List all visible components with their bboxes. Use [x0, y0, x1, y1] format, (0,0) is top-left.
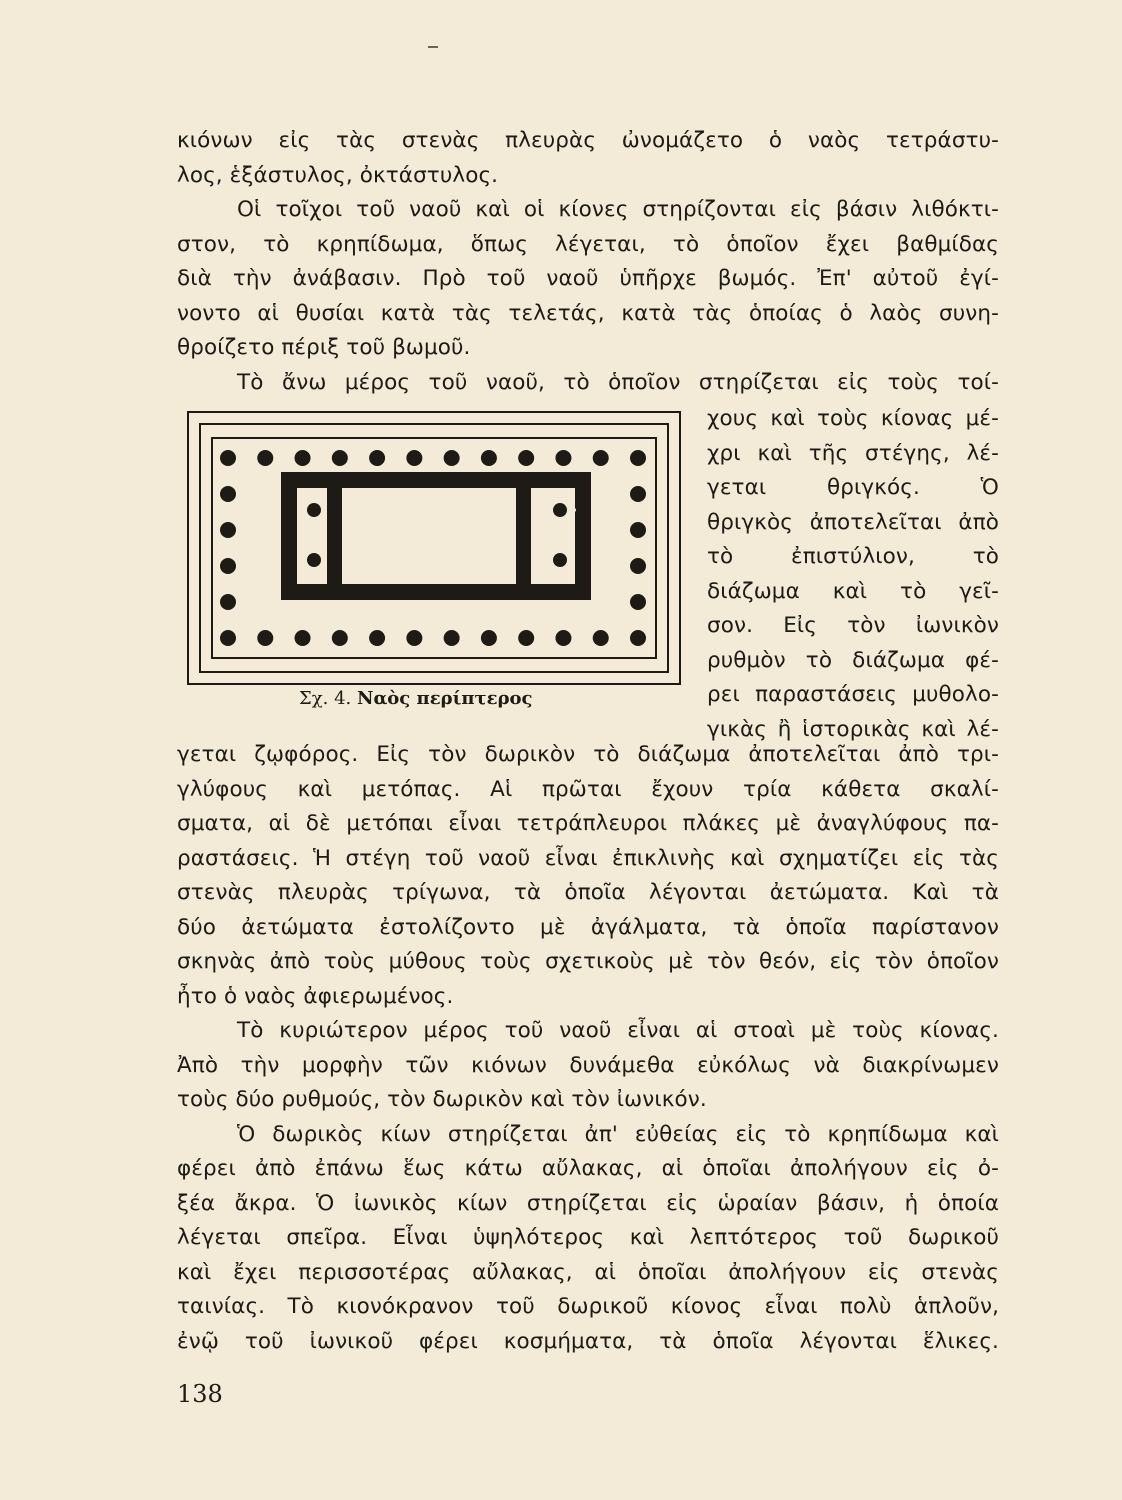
- peristyle-column: [220, 558, 236, 574]
- text-line: σματα, αἱ δὲ μετόπαι εἶναι τετράπλευροι πλάκες μὲ ἀναγλύφους πα-: [177, 811, 999, 836]
- text-line: νοντο αἱ θυσίαι κατὰ τὰς τελετάς, κατὰ τὰς ὁποίας ὁ λαὸς συνη-: [177, 300, 999, 326]
- opisthodomos-column: [553, 553, 567, 567]
- text-block-top: [177, 124, 999, 400]
- text-line: ἦτο ὁ ναὸς ἀφιερωμένος.: [177, 983, 454, 1009]
- cella-wall-inner: [516, 486, 531, 586]
- cella-wall-inner: [327, 486, 342, 586]
- peristyle-column: [630, 486, 646, 502]
- temple-plan-drawing: [186, 410, 682, 686]
- text-line: γικὰς ἢ ἱστορικὰς καὶ λέ-: [707, 716, 999, 742]
- text-line: ταινίας. Τὸ κιονόκρανον τοῦ δωρικοῦ κίονος εἶναι πολὺ ἁπλοῦν,: [177, 1294, 999, 1319]
- text-line: διάζωμα καὶ τὸ γεῖ-: [707, 578, 999, 604]
- text-line: φέρει ἀπὸ ἐπάνω ἕως κάτω αὔλακας, αἱ ὁποῖαι ἀπολήγουν εἰς ὀ-: [177, 1156, 999, 1181]
- text-line: ρει παραστάσεις μυθολο-: [707, 682, 999, 707]
- text-line: στενὰς πλευρὰς τρίγωνα, τὰ ὁποῖα λέγονται ἀετώματα. Καὶ τὰ: [177, 880, 999, 905]
- text-line: δύο ἀετώματα ἐστολίζοντο μὲ ἀγάλματα, τὰ ὁποῖα παρίστανον: [177, 914, 999, 940]
- peristyle-column: [406, 450, 422, 466]
- peristyle-column: [593, 630, 609, 646]
- text-line: ρυθμὸν τὸ διάζωμα φέ-: [707, 647, 999, 673]
- text-line: σκηνὰς ἀπὸ τοὺς μύθους τοὺς σχετικοὺς μὲ τὸν θεόν, εἰς τὸν ὁποῖον: [177, 949, 999, 974]
- peristyle-column: [444, 630, 460, 646]
- top-mark: [428, 46, 438, 48]
- text-line: χους καὶ τοὺς κίονας μέ-: [707, 406, 999, 431]
- peristyle-column: [295, 450, 311, 466]
- text-line: σον. Εἰς τὸν ἰωνικὸν: [707, 613, 999, 638]
- text-line: διὰ τὴν ἀνάβασιν. Πρὸ τοῦ ναοῦ ὑπῆρχε βωμός. Ἐπ' αὐτοῦ ἐγί-: [177, 266, 999, 291]
- peristyle-column: [481, 450, 497, 466]
- text-line: ξέα ἄκρα. Ὁ ἰωνικὸς κίων στηρίζεται εἰς ὡραίαν βάσιν, ἡ ὁποία: [177, 1190, 999, 1216]
- peristyle-column: [220, 594, 236, 610]
- peristyle-column: [630, 558, 646, 574]
- peristyle-column: [481, 630, 497, 646]
- text-line: καὶ ἔχει περισσοτέρας αὔλακας, αἱ ὁποῖαι ἀπολήγουν εἰς στενὰς: [177, 1259, 999, 1285]
- text-line: Τὸ κυριώτερον μέρος τοῦ ναοῦ εἶναι αἱ στοαὶ μὲ τοὺς κίονας.: [237, 1018, 999, 1043]
- text-line: Ὁ δωρικὸς κίων στηρίζεται ἀπ' εὐθείας εἰς τὸ κρηπίδωμα καὶ: [237, 1121, 999, 1147]
- text-line: ἐνῷ τοῦ ἰωνικοῦ φέρει κοσμήματα, τὰ ὁποῖα λέγονται ἕλικες.: [177, 1328, 999, 1354]
- peristyle-column: [555, 450, 571, 466]
- peristyle-column: [630, 594, 646, 610]
- opisthodomos: [531, 488, 575, 584]
- pronaos-column: [307, 503, 321, 517]
- peristyle-column: [257, 630, 273, 646]
- text-line: γεται θριγκός. Ὁ: [707, 475, 999, 500]
- page-number: 138: [177, 1380, 223, 1408]
- figure-number: Σχ. 4.: [299, 688, 352, 709]
- temple-plan-figure: [186, 410, 682, 686]
- peristyle-column: [555, 630, 571, 646]
- text-line: λος, ἑξάστυλος, ὀκτάστυλος.: [177, 162, 499, 188]
- figure-caption: [299, 688, 533, 709]
- peristyle-column: [630, 450, 646, 466]
- text-line: Ἀπὸ τὴν μορφὴν τῶν κιόνων δυνάμεθα εὐκόλως νὰ διακρίνωμεν: [177, 1052, 999, 1078]
- text-line: τοὺς δύο ρυθμούς, τὸν δωρικὸν καὶ τὸν ἰωνικόν.: [177, 1087, 707, 1112]
- text-line: χρι καὶ τῆς στέγης, λέ-: [707, 440, 999, 466]
- peristyle-column: [630, 522, 646, 538]
- peristyle-column: [220, 522, 236, 538]
- peristyle-column: [630, 630, 646, 646]
- text-line: λέγεται σπεῖρα. Εἶναι ὑψηλότερος καὶ λεπτότερος τοῦ δωρικοῦ: [177, 1225, 999, 1250]
- text-line: Τὸ ἄνω μέρος τοῦ ναοῦ, τὸ ὁποῖον στηρίζεται εἰς τοὺς τοί-: [237, 369, 999, 395]
- pronaos-column: [307, 553, 321, 567]
- peristyle-column: [518, 450, 534, 466]
- text-line: γλύφους καὶ μετόπας. Αἱ πρῶται ἔχουν τρία κάθετα σκαλί-: [177, 776, 999, 802]
- text-block-bottom: [177, 738, 999, 1359]
- opisthodomos-column: [553, 503, 567, 517]
- column-highlight: [572, 508, 576, 512]
- peristyle-column: [332, 630, 348, 646]
- text-line: Οἱ τοῖχοι τοῦ ναοῦ καὶ οἱ κίονες στηρίζονται εἰς βάσιν λιθόκτι-: [237, 197, 999, 222]
- peristyle-column: [332, 450, 348, 466]
- peristyle-column: [369, 630, 385, 646]
- text-line: στον, τὸ κρηπίδωμα, ὅπως λέγεται, τὸ ὁποῖον ἔχει βαθμίδας: [177, 231, 999, 257]
- text-line: κιόνων εἰς τὰς στενὰς πλευρὰς ὠνομάζετο ὁ ναὸς τετράστυ-: [177, 128, 999, 153]
- figure-title: Ναὸς περίπτερος: [357, 688, 533, 709]
- peristyle-column: [220, 630, 236, 646]
- text-line: ραστάσεις. Ἡ στέγη τοῦ ναοῦ εἶναι ἐπικλινὴς καὶ σχηματίζει εἰς τὰς: [177, 845, 999, 871]
- peristyle-column: [220, 450, 236, 466]
- peristyle-column: [444, 450, 460, 466]
- peristyle-column: [257, 450, 273, 466]
- text-line: τὸ ἐπιστύλιον, τὸ: [707, 544, 999, 569]
- text-line: γεται ζῳφόρος. Εἰς τὸν δωρικὸν τὸ διάζωμα ἀποτελεῖται ἀπὸ τρι-: [177, 742, 999, 767]
- peristyle-column: [369, 450, 385, 466]
- peristyle-column: [295, 630, 311, 646]
- text-block-right: [707, 402, 999, 747]
- pronaos: [299, 488, 327, 584]
- peristyle-column: [518, 630, 534, 646]
- peristyle-column: [406, 630, 422, 646]
- peristyle-column: [593, 450, 609, 466]
- peristyle-column: [220, 486, 236, 502]
- text-line: θροίζετο πέριξ τοῦ βωμοῦ.: [177, 335, 471, 360]
- text-line: θριγκὸς ἀποτελεῖται ἀπὸ: [707, 509, 999, 535]
